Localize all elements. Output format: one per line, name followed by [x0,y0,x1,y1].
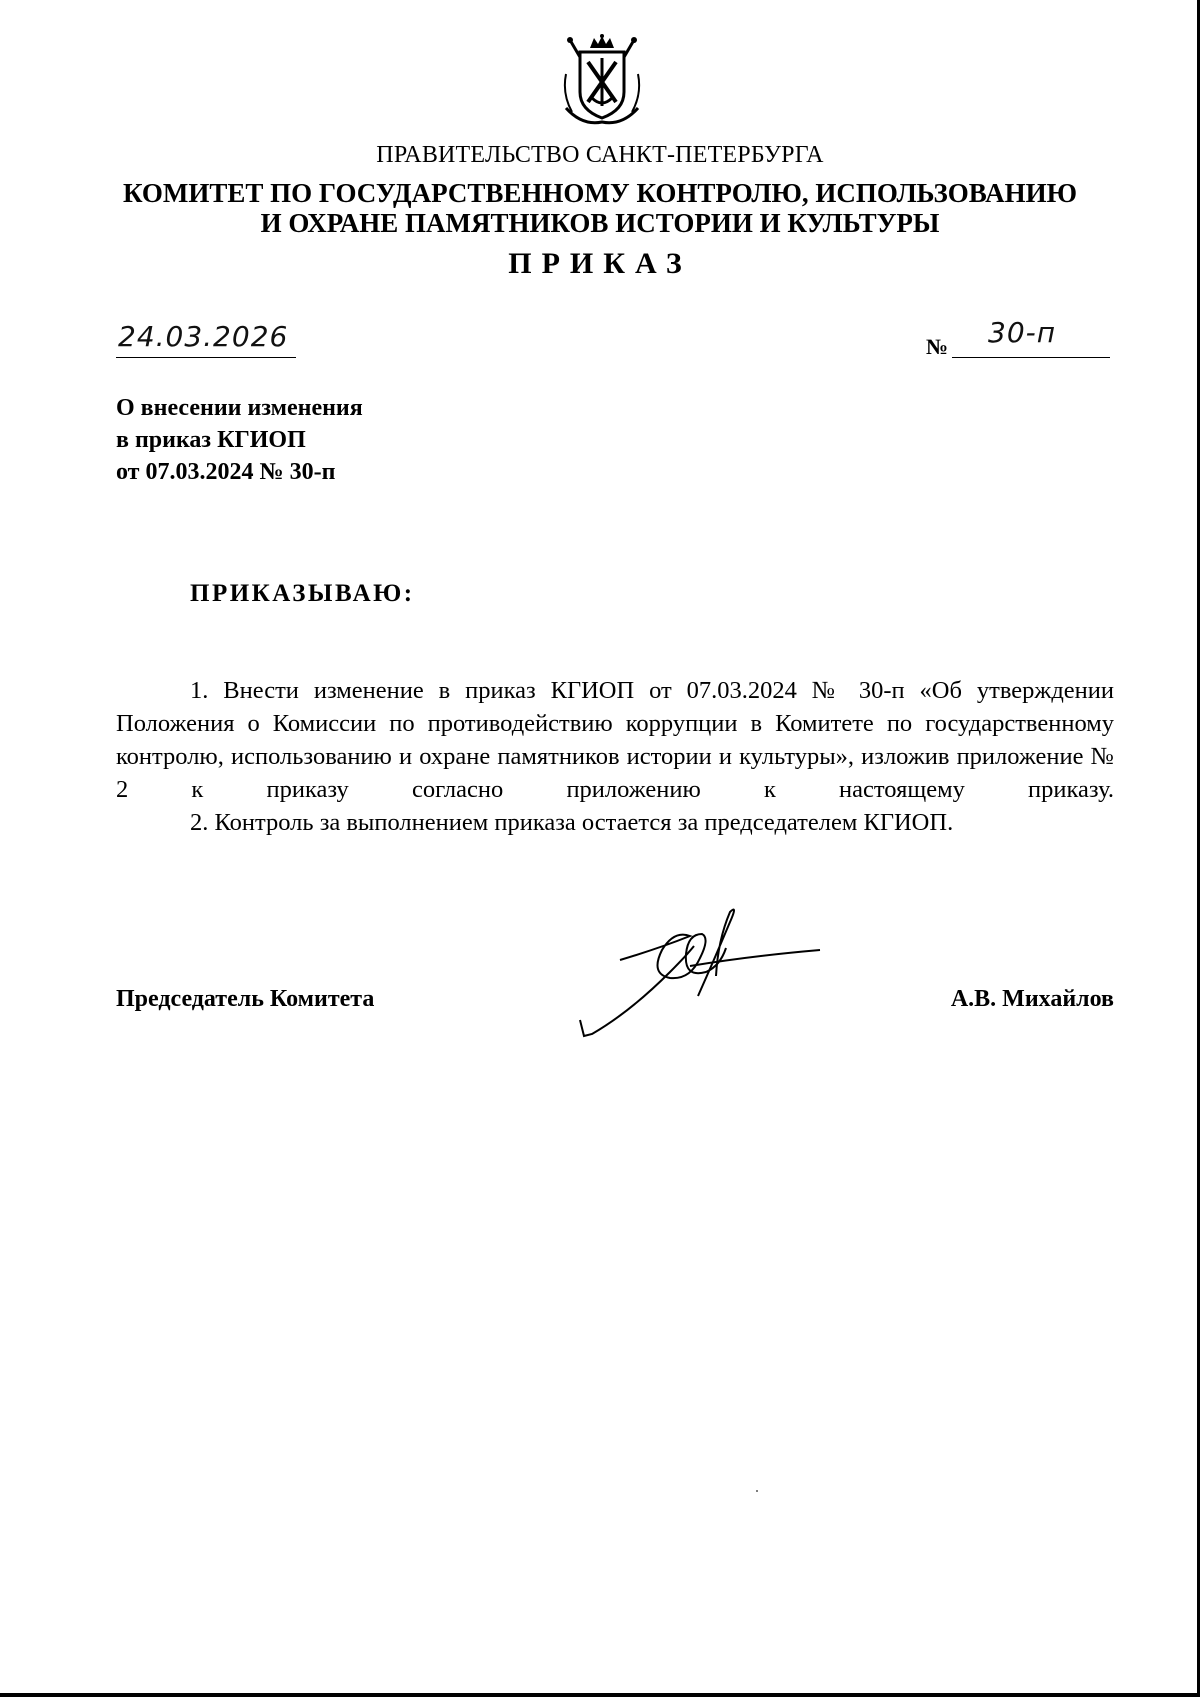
st-petersburg-coat-of-arms-icon [562,34,642,126]
document-type-title: ПРИКАЗ [508,247,692,280]
government-name: ПРАВИТЕЛЬСТВО САНКТ-ПЕТЕРБУРГА [376,142,824,168]
order-number-field [926,316,1110,362]
scan-edge-bottom [0,1693,1200,1697]
order-subject [116,392,363,488]
signatory-position: Председатель Комитета [116,986,375,1012]
order-body [116,674,1114,839]
committee-name-line1: КОМИТЕТ ПО ГОСУДАРСТВЕННОМУ КОНТРОЛЮ, ИСПОЛЬЗОВАНИЮ [123,178,1077,208]
order-directive: ПРИКАЗЫВАЮ: [190,580,415,607]
subject-line: в приказ КГИОП [116,427,306,453]
subject-line: О внесении изменения [116,395,363,421]
order-item-2: 2. Контроль за выполнением приказа остается за председателем КГИОП. [190,809,954,836]
committee-name-line2: И ОХРАНЕ ПАМЯТНИКОВ ИСТОРИИ И КУЛЬТУРЫ [260,208,940,238]
number-underline [952,357,1110,358]
order-item-1: 1. Внести изменение в приказ КГИОП от 07.03.2024 № 30-п «Об утверждении Положения о Комиссии по противодействию коррупции в Комитете по государственному контролю, использованию и охране памятников истории и культуры», изложив приложение № 2 к приказу согласно приложению к настоящему приказу. [116,677,1114,803]
order-number-handwritten: 30-п [988,316,1057,349]
handwritten-signature [570,900,830,1040]
order-date-field [116,322,296,362]
scan-speck [756,1490,758,1492]
subject-line: от 07.03.2024 № 30-п [116,459,336,485]
signatory-name: А.В. Михайлов [950,986,1114,1012]
date-underline [116,357,296,358]
order-number-label: № [926,334,949,359]
order-date-handwritten: 24.03.2026 [118,320,289,353]
